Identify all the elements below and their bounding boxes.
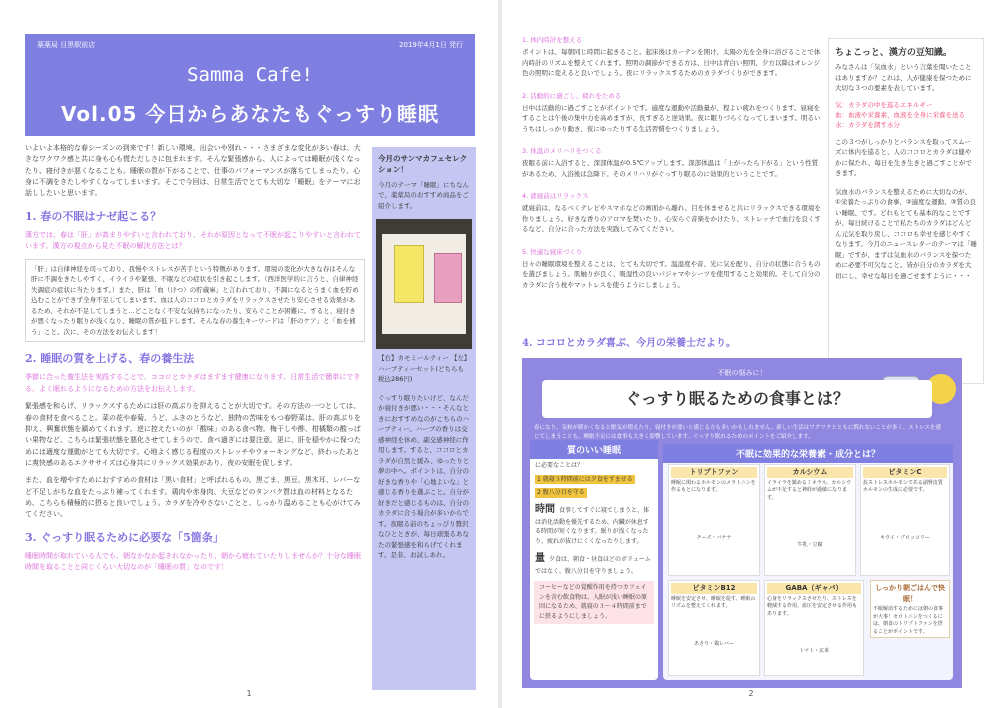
issue-title: Vol.05 今日からあなたもぐっすり睡眠 [61, 102, 439, 126]
section-4-title: 4. ココロとカラダ喜ぶ、今月の栄養士だより。 [522, 338, 737, 349]
tip-text: 日々の睡眠環境を整えることは、とても大切です。温湿度や音、光に気を配り、自分の状態に合うものを選びましょう。肌触りが良く、吸湿性の良いパジャマやシーツを使用すること効果的。そして自分のカラダに合う枕やマットレスを使うようにしましょう。 [522, 259, 821, 289]
quality-sleep-box [530, 440, 658, 680]
tips-column [522, 30, 822, 302]
sidebar-title: 今月のサンマカフェセレクション！ [378, 154, 468, 175]
kanpo-body-1: この３つがしっかりとバランスを取ってスムーズに体内を巡ると、人のココロとカラダは健やかに保たれ、毎日を生き生きと過ごすことができます。 [835, 137, 972, 178]
product-caption: 【右】カモミールティー 【左】ハーブティーセット(どちらも税込286円) [378, 354, 468, 384]
kanpo-sui: 水：カラダを潤す水分 [835, 121, 900, 130]
issue-date: 2019年4月1日 発行 [399, 41, 463, 49]
page-left [0, 0, 498, 708]
selection-sidebar [372, 147, 476, 690]
kanpo-intro: みなさんは「気血水」という言葉を聞いたことはありますか？これは、人が健康を保つために大切な３つの要素を表しています。 [835, 63, 972, 93]
tea-package-yellow [394, 245, 424, 303]
nutrient-vitamin-b12: ビタミンB12 睡眠を安定させ、睡眠を促す、睡眠のリズムを整えてくれます。 あさり・鶏レバー [668, 580, 760, 676]
rule-2: 2 腹八分目を守る [537, 489, 585, 497]
tip-1 [522, 35, 822, 79]
kanpo-ketsu: 血：血液や栄養素、血液を全身に栄養を送る [835, 110, 965, 119]
sleep-food-infographic [522, 358, 962, 688]
tip-5 [522, 247, 822, 291]
tip-3 [522, 146, 822, 179]
section-1-intro: 漢方では、春は「肝」が高まりやすいと言われており、それが原因となって不眠が起こりやすいと言われています。漢方の視点から見た不眠の解決方法とは？ [25, 230, 361, 251]
kanpo-column [828, 38, 984, 384]
nutrient-gaba: GABA（ギャバ） 心身をリラックスさせたり、ストレスを軽減する作用。血圧を安定させる作用もあります。 トマト・玄米 [764, 580, 864, 676]
product-photo [376, 219, 472, 349]
section-2-body-2: また、血を増やすためにおすすめの食材は「黒い食材」と呼ばれるもの。黒ごま、黒豆、黒木耳、レバーなど不足しがちな血をたっぷり補ってくれます。鶏肉や赤身肉、大豆などのタンパク質は血の材料となるため、こちらも積極的に摂ると良いでしょう。カラダを冷やさないことと、しっかり温めることも心がけてみてください。 [25, 476, 361, 519]
point-note: コーヒーなどの覚醒作用を持つカフェインを含む飲食物は、入眠が浅い睡眠の原因になるため、就寝の３〜４時間前までに摂るようにしましょう。 [534, 581, 654, 623]
tip-text: 夜眠る前に入浴すると、深部体温が0.5℃アップします。深部体温は「上がったら下がる」という性質があるため、入浴後は急降下。そのメリハリがぐっすり眠るのに効果的ということです。 [522, 159, 819, 178]
newsletter-title: Samma Cafe! [187, 64, 313, 86]
sidebar-intro: 今月のテーマ「睡眠」にちなんで、薬薬局のおすすめ商品をご紹介します。 [378, 180, 469, 210]
breakfast-text: 不眠解消するためには朝の食事が大事！セロトニンをつくるには、朝食のトリプトファンを摂ることがポイントです。 [873, 606, 944, 635]
quantity-label: 量 [535, 552, 545, 564]
tip-text: 就寝前は、なるべくテレビやスマホなどの画面から離れ、目を休ませると共にリラックスできる環境を作りましょう。好きな香りのアロマを焚いたり、心安らぐ音楽をかけたり、ストレッチで血行を良くするなど、自分に合った方法を実践してみてください。 [522, 204, 821, 234]
section-3-title: 3. ぐっすり眠るために必要な「5箇条」 [25, 530, 224, 544]
sidebar-body: ぐっすり眠りたいけど、なんだか寝付きが悪い・・・そんなときにおすすめなのがこちらのハーブティー。ハーブの香りは交感神経を休め、副交感神経に作用します。すると、ココロとカラダが自然と緩み、ゆったりと夢の中へ。ポイントは、自分の好きな香りや「心地よいな」と感じる香りを選ぶこと。自分が好きだと感じるものは、自分のカラダに合う場合が多いからです。夜眠る前のちょっぴり贅沢なひとときが、毎日頑張るあなたの緊張感を和らげてくれます。是非、お試しあれ。 [378, 393, 470, 560]
infographic-title: ぐっすり眠るための食事とは？ [542, 380, 932, 418]
quantity-text: 夕食は、朝食・昼食ほどのボリュームではなく、腹八分目を守りましょう。 [535, 555, 651, 575]
lead-text: いよいよ本格的な春シーズンの到来です！新しい環境、出会いや別れ・・・さまざまな変化が多い春は、大きなワクワク感と共に身も心も慌ただしさに包まれます。そんな緊張感から、人によっては睡眠が浅くなったり、寝付きが悪くなることも。睡眠の質が下がることで、仕事のパフォーマンスが落ちてしまったり、心身に不調をきたしやすくなってしまいます。そこで今回は、日常生活でとても大切な「睡眠」をテーマにお話ししたいと思います。 [25, 144, 361, 198]
infographic-lead: 春になり、気候が暖かくなると眠気が増えたり、寝付きが悪いと感じる方も多いかもしれません。新しい生活はワクワクとともに慣れないことが多く、ストレスを感じてしまうことも。睡眠不足には食事も大きく影響しています。ぐっすり眠れるためのポイントをご紹介します。 [534, 425, 942, 440]
page-right [502, 0, 1000, 708]
tip-text: 日中は活動的に過ごすことがポイントです。適度な運動や活動量が、程よい疲れをつくります。昼寝をすることは午後の集中力を高めますが、長すぎると逆効果。夜に眠りづらくなってしまいます。明るいうちはしっかり動き、夜にゆったりする生活習慣をつくりましょう。 [522, 103, 821, 133]
tip-title: 1. 体内時計を整える [522, 36, 583, 44]
store-name: 薬薬局 目黒駅前店 [37, 41, 96, 49]
breakfast-note [870, 580, 950, 638]
section-1-title: 1. 春の不眠はナゼ起こる？ [25, 209, 162, 223]
section-3-intro: 睡眠時間が取れている人でも、朝なかなか起きれなかったり、朝から疲れていたりしませんか？十分な睡眠時間を取ることと同じくらい大切なのが「睡眠の質」なのです！ [25, 551, 361, 572]
section-1-body: 「肝」は自律神経を司っており、我慢やストレスが苦手という特徴があります。環境の変化が大きな春はそんな肝に不調をきたしやすく、イライラや緊張、不眠などの症状を引き起こします。（西洋医学的に言うと、自律神経失調症の症状に当たります。）また、肝は「血（けつ）の貯蔵庫」と言われており、不調になるとうまく血を貯め込むことができず全身不足してしまいます。血は人のココロとカラダをリラックスさせたり安心させる効果があるため、それが不足してしまうと…どことなく不安な気持ちになったり、安らぐことが困難に。すると、寝付きが悪くなったり眠りが浅くなり、睡眠の質が低下します。そんな春の養生キーワードは「肝のケア」と「血を補う」こと。次に、その方法をお伝えします！ [25, 259, 365, 343]
tip-4 [522, 191, 822, 235]
tip-title: 5. 快適な寝床づくり [522, 247, 583, 256]
time-text: 食事してすぐに寝てしまうと、体は消化活動を優先するため、内臓が休息する時間が短くなります。眠りが浅くなったり、疲れが抜けにくくなったりします。 [535, 506, 650, 545]
tip-2 [522, 91, 822, 135]
section-2-title: 2. 睡眠の質を上げる、春の養生法 [25, 352, 195, 366]
tip-text: ポイントは、毎朝同じ時間に起きること。起床後はカーテンを開け、太陽の光を全身に浴びることで体内時計のリズムを整えてくれます。照明の調節ができる方は、日中は青白い照明、夕方以降はオレンジ色の照明に変えると良いでしょう。夜にリラックスするためのカラダづくりができます。 [522, 48, 821, 78]
page-number: 2 [748, 689, 754, 698]
header-banner [25, 34, 475, 136]
kanpo-title: ちょこっと、漢方の豆知識。 [835, 48, 952, 58]
nutrients-title: 不眠に効果的な栄養素・成分とは？ [663, 444, 953, 463]
rule-1: 1 就寝３時間前には夕食をすませる [537, 475, 633, 483]
nutrient-vitamin-c: ビタミンC 抗ストレスホルモンである副腎皮質ホルモンの生成に必要です。 キウイ・ブロッコリー [860, 464, 950, 576]
kanpo-body-2: 気血水のバランスを整えるために大切なのが、①栄養たっぷりの食事、②適度な運動、③質の良い睡眠、です。どれもとても基本的なことですが、毎日続けることで私たちのカラダはどんどん元気を取り戻し、ココロも幸せを感じやすくなります。今月のニュースレターのテーマは「睡眠」ですが、まずは気血水のバランスを保つために必要不可欠なこと。皆が自分のカラダを大切にし、幸せな毎日を過ごせますように・・・ [835, 187, 977, 280]
page-number: 1 [246, 689, 252, 698]
tea-package-pink [434, 253, 462, 303]
nutrient-tryptophan: トリプトファン 睡眠に関わるホルモンのメラトニンを作るもとになります。 チーズ・バナナ [668, 464, 760, 576]
main-column [25, 143, 365, 580]
nutrient-calcium: カルシウム イライラを鎮めるミネラル。カルシウムが不足すると神経が過敏になります。 牛乳・豆腐 [764, 464, 856, 576]
quality-sleep-title: 質のいい睡眠 [530, 440, 658, 459]
time-label: 時間 [535, 503, 555, 515]
breakfast-title: しっかり朝ごはんで快眠！ [875, 584, 945, 603]
quality-sleep-sub: に必要なことは？ [535, 462, 584, 469]
section-2-body-1: 緊張感を和らげ、リラックスするためには肝の高ぶりを抑えることが大切です。その方法の一つとしては、春の食材を食べること。菜の花や春菊、うど、ふきのとうなど、独特の苦味をもつ春野菜は、肝の高ぶりを抑え、興奮状態を鎮めてくれます。逆に控えたいのが「酸味」のある食べ物。梅干しや酢、柑橘類の酸っぱい果物など、こちらは緊張状態を悪化させてしまうので、食べ過ぎには要注意。更に、肝を穏やかに保つためには適度な運動がとても大切です。心地よく感じる程度のストレッチやウォーキングなど、終わったあとに爽快感のあるエクササイズは心身共にリラックス効果があり、夜の安眠を促します。 [25, 402, 361, 468]
tip-title: 3. 体温のメリハリをつくる [522, 147, 602, 156]
section-2-intro: 季節に合った養生法を実践することで、ココロとカラダはますます健康になります。日常生活で簡単にできる、よく眠れるようになるための方法をお伝えします。 [25, 373, 361, 393]
tip-title: 2. 活動的に過ごし、疲れをためる [522, 91, 622, 100]
tip-title: 4. 就寝前はリラックス [522, 192, 589, 201]
kanpo-ki: 気：カラダの中を巡るエネルギー [835, 100, 933, 109]
infographic-caption: 不眠の悩みに！ [717, 369, 767, 377]
